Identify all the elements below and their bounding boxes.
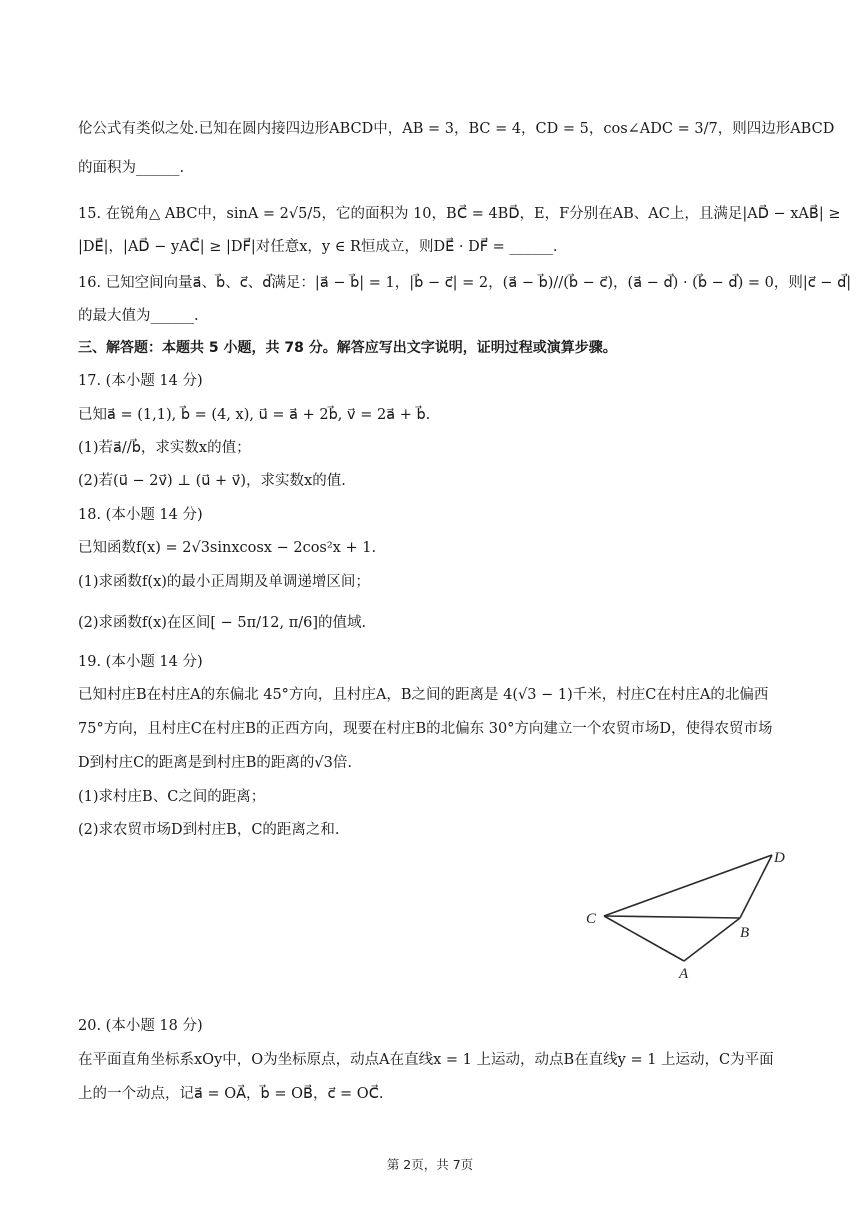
label-c: C — [586, 911, 597, 927]
text-line: 75°方向，且村庄C在村庄B的正西方向，现要在村庄B的北偏东 30°方向建立一个农贸市场D，使得农贸市场 — [78, 721, 773, 737]
label-d: D — [774, 850, 785, 866]
text-line: (1)求函数f(x)的最小正周期及单调递增区间； — [78, 574, 370, 590]
line-ca — [604, 916, 684, 961]
question-19-title: 19. (本小题 14 分) — [78, 654, 203, 670]
text-line: (1)若a⃗//b⃗，求实数x的值； — [78, 440, 251, 456]
page-footer: 第 2页，共 7页 — [386, 1157, 474, 1172]
text-line: 伦公式有类似之处.已知在圆内接四边形ABCD中，AB = 3，BC = 4，CD = 5，cos∠ADC = 3/7，则四边形ABCD — [78, 121, 835, 137]
text-line: 已知村庄B在村庄A的东偏北 45°方向，且村庄A，B之间的距离是 4(√3 − 1)千米，村庄C在村庄A的北偏西 — [78, 687, 769, 703]
line-cb — [604, 916, 740, 918]
question-15: 15. 在锐角△ ABC中，sinA = 2√5/5，它的面积为 10，BC⃗ = 4BD⃗，E，F分别在AB、AC上，且满足|AD⃗ − xAB⃗| ≥ — [78, 206, 841, 222]
text-line: 的最大值为______. — [78, 308, 199, 324]
text-line: D到村庄C的距离是到村庄B的距离的√3倍. — [78, 755, 352, 771]
label-b: B — [740, 925, 750, 941]
text-line: (2)若(u⃗ − 2v⃗) ⊥ (u⃗ + v⃗)，求实数x的值. — [78, 473, 346, 489]
triangle-diagram — [580, 845, 790, 985]
text-line: 已知函数f(x) = 2√3sinxcosx − 2cos²x + 1. — [78, 540, 377, 556]
text-line: (1)求村庄B、C之间的距离； — [78, 789, 266, 805]
label-a: A — [679, 966, 689, 982]
text-line: 已知a⃗ = (1,1), b⃗ = (4, x), u⃗ = a⃗ + 2b⃗, v⃗ = 2a⃗ + b⃗. — [78, 407, 431, 423]
line-ab — [684, 918, 740, 961]
text-line: 在平面直角坐标系xOy中，O为坐标原点，动点A在直线x = 1 上运动，动点B在直线y = 1 上运动，C为平面 — [78, 1052, 774, 1068]
text-line: (2)求函数f(x)在区间[ − 5π/12, π/6]的值域. — [78, 615, 367, 631]
line-cd — [604, 855, 772, 916]
question-20-title: 20. (本小题 18 分) — [78, 1018, 203, 1034]
question-18-title: 18. (本小题 14 分) — [78, 507, 203, 523]
text-line: 上的一个动点，记a⃗ = OA⃗，b⃗ = OB⃗，c⃗ = OC⃗. — [78, 1086, 384, 1102]
text-line: (2)求农贸市场D到村庄B，C的距离之和. — [78, 822, 340, 838]
question-16: 16. 已知空间向量a⃗、b⃗、c⃗、d⃗满足：|a⃗ − b⃗| = 1，|b⃗ − c⃗| = 2，(a⃗ − b⃗)//(b⃗ − c⃗)，(a⃗ − d⃗) · (b⃗ − d⃗) = 0，则|c⃗ − d⃗| — [78, 275, 852, 291]
question-17-title: 17. (本小题 14 分) — [78, 373, 203, 389]
text-line: |DE⃗|，|AD⃗ − yAC⃗| ≥ |DF⃗|对任意x，y ∈ R恒成立，则DE⃗ · DF⃗ = ______. — [78, 239, 558, 255]
section-heading: 三、解答题：本题共 5 小题，共 78 分。解答应写出文字说明，证明过程或演算步骤。 — [78, 340, 617, 356]
text-line: 的面积为______. — [78, 160, 185, 176]
